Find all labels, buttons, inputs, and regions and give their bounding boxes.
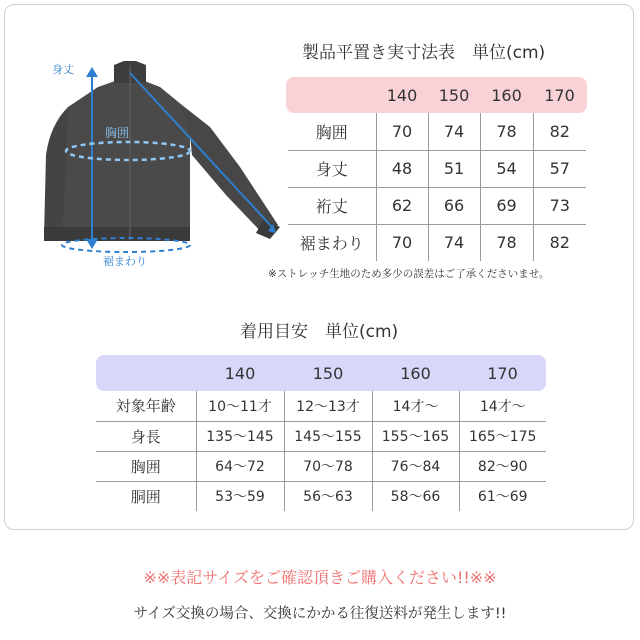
size-header-140: 140 [386,85,418,105]
table-row [288,113,586,150]
cell: 82〜90 [459,451,546,481]
row-label: 胸囲 [96,451,196,481]
cell: 165〜175 [459,421,546,451]
row-label: 身長 [96,421,196,451]
size-warning: ※※表記サイズをご確認頂きご購入ください!!※※ [143,568,497,587]
cell: 14才〜 [459,391,546,421]
cell: 51 [428,150,480,187]
cell: 14才〜 [372,391,459,421]
exchange-info: サイズ交換の場合、交換にかかる往復送料が発生します!! [133,606,507,622]
size-table-header-row [288,77,586,113]
cell: 54 [480,150,533,187]
table-row [288,150,586,187]
cell: 56〜63 [284,481,372,511]
cell: 70 [376,113,428,150]
table-row [96,481,546,511]
cell: 82 [533,224,586,261]
row-label: 対象年齢 [96,391,196,421]
fit-table-title: 着用目安 単位(cm) [240,322,399,342]
jacket-diagram [40,55,290,270]
cell: 78 [480,224,533,261]
cell: 53〜59 [196,481,284,511]
fit-table-header-row [96,355,546,391]
fit-header-140: 140 [224,363,256,383]
diagram-label-length: 身丈 [52,63,74,76]
cell: 58〜66 [372,481,459,511]
cell: 82 [533,113,586,150]
size-table [288,77,586,261]
row-label: 裾まわり [299,234,364,254]
cell: 12〜13才 [284,391,372,421]
cell: 62 [376,187,428,224]
cell: 73 [533,187,586,224]
diagram-label-chest: 胸囲 [105,126,130,140]
row-label: 胸囲 [288,113,376,150]
row-label: 身丈 [288,150,376,187]
cell: 57 [533,150,586,187]
size-table-title: 製品平置き実寸法表 単位(cm) [302,43,546,63]
table-row [96,391,546,421]
cell: 66 [428,187,480,224]
size-header-150: 150 [438,85,470,105]
size-header-160: 160 [491,85,522,105]
row-label: 裄丈 [288,187,376,224]
fit-table [96,355,546,511]
table-row [96,451,546,481]
size-header-170: 170 [544,85,575,105]
cell: 74 [428,113,480,150]
cell: 48 [376,150,428,187]
cell: 64〜72 [196,451,284,481]
table-row [288,187,586,224]
cell: 10〜11才 [196,391,284,421]
diagram-label-hem: 裾まわり [103,255,147,268]
fit-header-170: 170 [487,363,518,383]
cell: 69 [480,187,533,224]
fit-header-150: 150 [312,363,344,383]
cell: 145〜155 [284,421,372,451]
fit-header-160: 160 [400,363,431,383]
stretch-note: ※ストレッチ生地のため多少の誤差はご了承くださいませ。 [268,268,550,280]
cell: 78 [480,113,533,150]
table-row [288,224,586,261]
cell: 135〜145 [196,421,284,451]
cell: 61〜69 [459,481,546,511]
cell: 74 [428,224,480,261]
cell: 155〜165 [372,421,459,451]
cell: 76〜84 [372,451,459,481]
cell: 70 [376,224,428,261]
cell: 70〜78 [284,451,372,481]
table-row [96,421,546,451]
row-label: 胴囲 [130,487,161,506]
